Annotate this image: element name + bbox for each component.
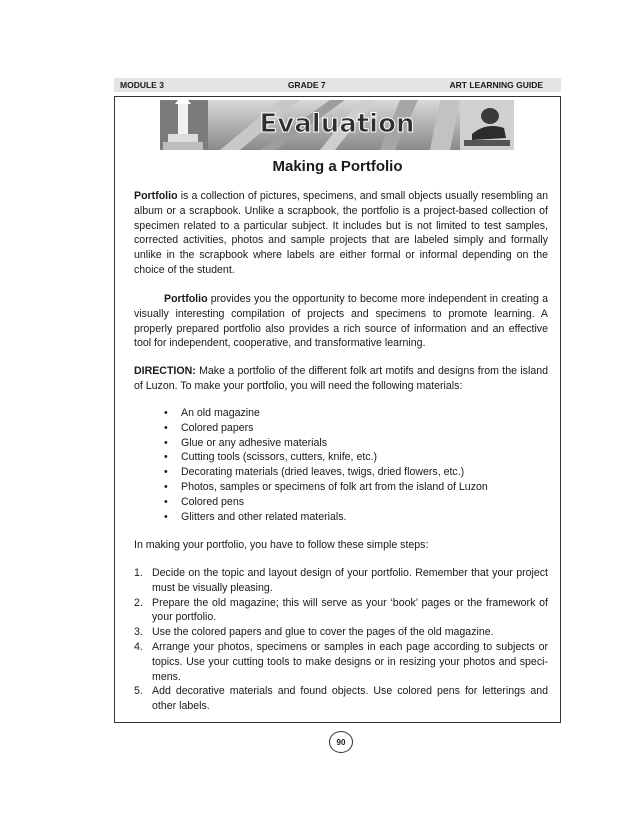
bullet-icon: • [164, 421, 168, 434]
list-item [134, 406, 548, 421]
portfolio-term: Portfolio [164, 293, 208, 305]
material-text: An old magazine [181, 407, 260, 419]
step-number: 5. [134, 685, 143, 698]
bullet-icon: • [164, 407, 168, 419]
bullet-icon: • [164, 495, 168, 508]
list-item [134, 421, 548, 436]
list-item [134, 480, 548, 495]
bullet-icon: • [164, 466, 168, 479]
list-item [134, 640, 548, 684]
steps-list-wrapper [134, 566, 548, 714]
material-text: Glitters and other related materials. [181, 510, 347, 523]
list-item [134, 465, 548, 480]
material-text: Colored pens [181, 495, 245, 508]
material-text: Glue or any adhesive materials [181, 436, 328, 449]
list-item [134, 510, 548, 525]
bullet-icon: • [164, 510, 168, 523]
step-number: 1. [134, 567, 143, 579]
material-text: Cutting tools (scissors, cutters, knife, etc.) [181, 451, 378, 464]
materials-list [134, 406, 548, 524]
step-number: 3. [134, 626, 143, 639]
list-item [134, 684, 548, 714]
step-text: Add decorative materials and found objects. Use colored pens for letterings and other labels. [152, 685, 548, 713]
paragraph-text: provides you the opportunity to become more independent in creating a visually interesting compilation of projects and specimens to promote learning. A properly prepared portfolio also provides a rich source of information and an effective tool for independent, cooperative, and transformative learning. [134, 293, 548, 350]
list-item [134, 596, 548, 626]
bullet-icon: • [164, 480, 168, 493]
step-text: Arrange your photos, specimens or samples in each page according to subjects or topics. Use your cutting tools to make designs or in resizing your photos and speci-mens. [152, 640, 548, 683]
step-text: Decide on the topic and layout design of your portfolio. Remember that your project must be visually pleasing. [152, 567, 548, 594]
banner-word: Evaluation [259, 109, 415, 139]
page-number: 90 [336, 737, 346, 747]
list-item [134, 566, 548, 596]
material-text: Colored papers [181, 421, 254, 434]
steps-intro: In making your portfolio, you have to follow these simple steps: [134, 539, 429, 551]
materials-list-wrapper [134, 406, 548, 524]
material-text: Photos, samples or specimens of folk art from the island of Luzon [181, 480, 488, 493]
step-text: Use the colored papers and glue to cover the pages of the old magazine. [152, 626, 494, 639]
monument-icon [160, 100, 208, 150]
bullet-icon: • [164, 451, 168, 464]
list-item [134, 436, 548, 451]
list-item [134, 450, 548, 465]
evaluation-banner [160, 100, 514, 150]
module-label: MODULE 3 [120, 80, 164, 90]
bullet-icon: • [164, 436, 168, 449]
page-number-badge [329, 731, 353, 753]
direction-label: DIRECTION: [134, 365, 196, 377]
portfolio-term: Portfolio [134, 190, 178, 202]
sculpture-icon [460, 100, 514, 150]
direction-paragraph [134, 364, 548, 394]
step-number: 4. [134, 640, 143, 653]
steps-list [134, 566, 548, 714]
step-text: Prepare the old magazine; this will serve as your ‘book’ pages or the framework of your portfolio. [152, 596, 548, 624]
page-header [114, 78, 561, 92]
page-title: Making a Portfolio [272, 158, 403, 175]
list-item [134, 625, 548, 640]
material-text: Decorating materials (dried leaves, twigs, dried flowers, etc.) [181, 466, 465, 479]
paragraph-portfolio-benefits [134, 292, 548, 351]
grade-label: GRADE 7 [287, 80, 326, 90]
direction-text: Make a portfolio of the different folk art motifs and designs from the island of Luzon. To make your portfolio, you will need the following materials: [134, 365, 548, 392]
paragraph-text: is a collection of pictures, specimens, and small objects usually resembling an album or a scrapbook. Unlike a scrapbook, the portfolio is a project-based collection of specimen related to a particular subject. It includes but is not limited to test samples, corrected activities, photos and sample projects that are labeled simply and formally unlike in the scrapbook where labels are either formal or informal depending on the choice of the student. [134, 190, 548, 276]
step-number: 2. [134, 596, 143, 609]
paragraph-portfolio-definition [134, 189, 548, 278]
list-item [134, 495, 548, 510]
guide-label: ART LEARNING GUIDE [449, 80, 543, 90]
